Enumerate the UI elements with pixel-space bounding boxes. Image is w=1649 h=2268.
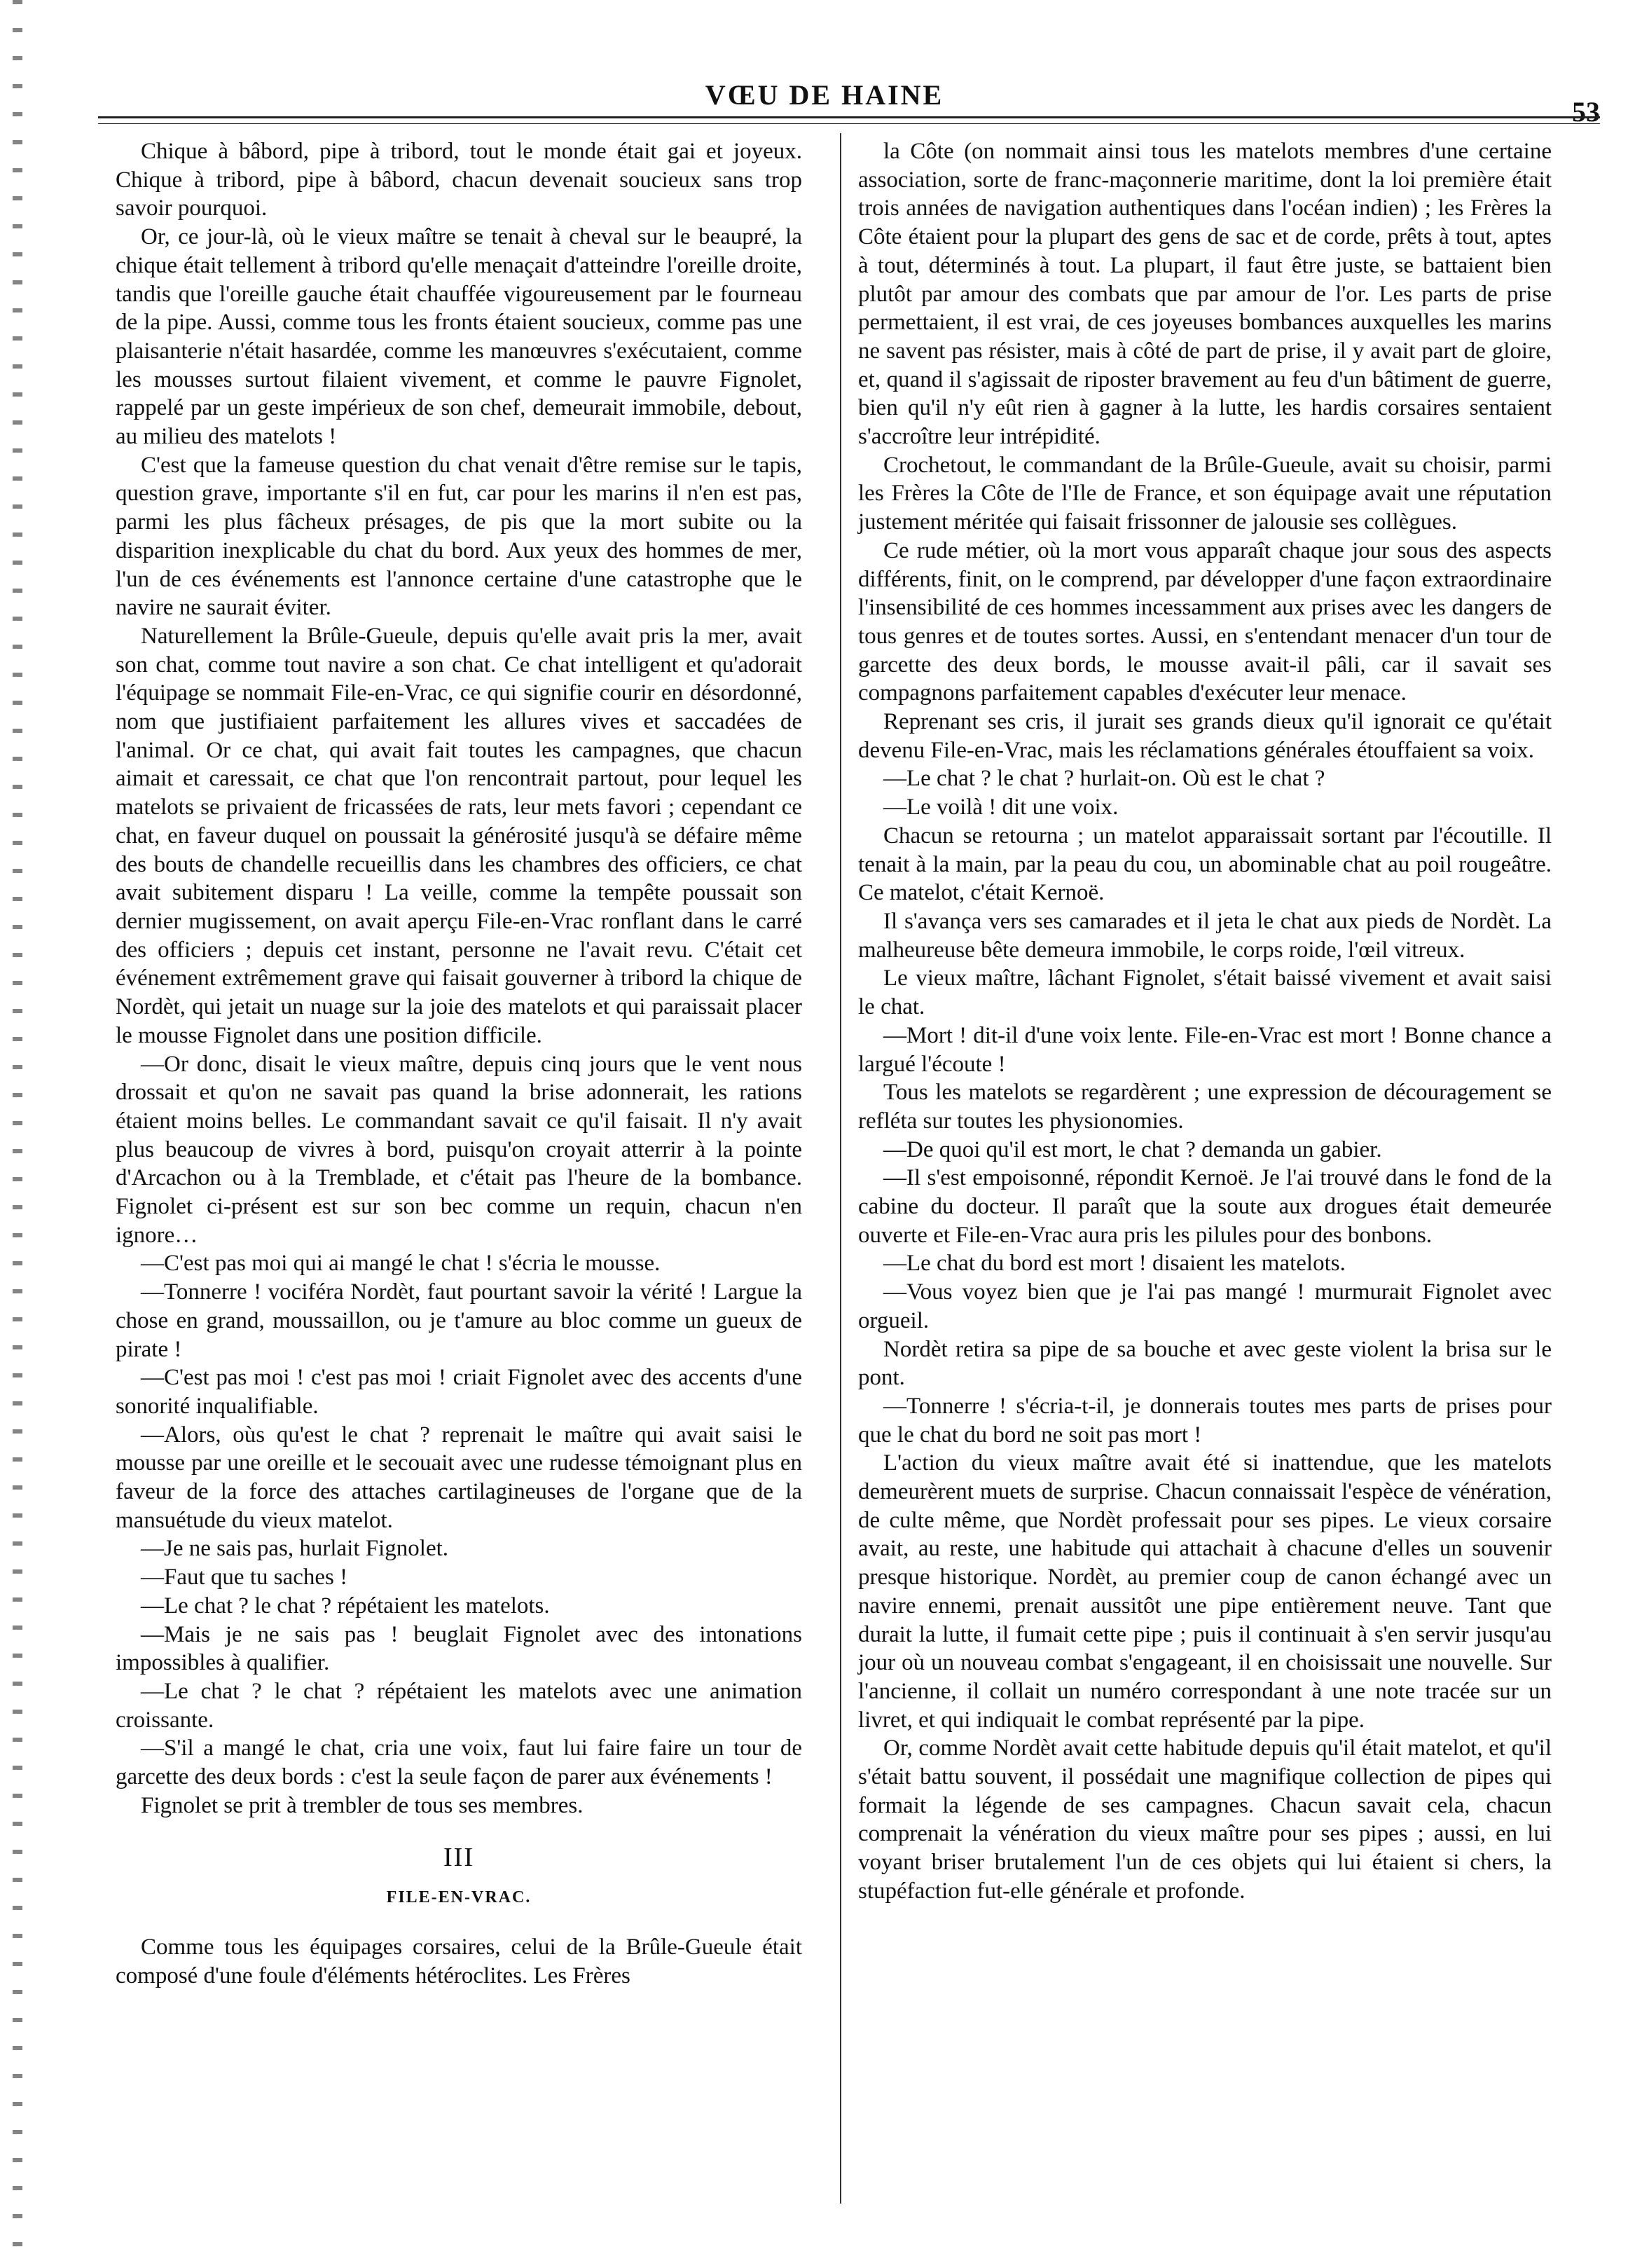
paragraph: Tous les matelots se regardèrent ; une expression de découragement se refléta sur toutes les physionomies. [858, 1080, 1552, 1134]
paragraph: Reprenant ses cris, il jurait ses grands dieux qu'il ignorait ce qu'était devenu File-en-Vrac, mais les réclamations générales étouffaient sa voix. [858, 709, 1552, 763]
paragraph: —Le chat ? le chat ? répétaient les matelots. [141, 1593, 550, 1618]
paragraph: L'action du vieux maître avait été si inattendue, que les matelots demeurèrent muets de surprise. Chacun connaissait l'espèce de vénération, de culte même, que Nordèt professait pour ses pipes. Le vieux corsaire avait, au reste, une habitude qui attachait à chacune d'elles un souvenir presque historique. Nordèt, au premier coup de canon échangé avec un navire ennemi, prenait aussitôt une pipe entièrement neuve. Tant que durait la lutte, il fumait cette pipe ; puis il continuait à s'en servir jusqu'au jour où un nouveau combat s'engageant, il en choisissait une nouvelle. Sur l'ancienne, il collait un numéro correspondant à une note tracée sur un livret, et qui indiquait le combat représenté par la pipe. [858, 1450, 1552, 1733]
chapter-title: FILE-EN-VRAC. [386, 1888, 532, 1907]
paragraph: —Le voilà ! dit une voix. [883, 795, 1119, 820]
paragraph: Le vieux maître, lâchant Fignolet, s'était baissé vivement et avait saisi le chat. [858, 965, 1552, 1020]
right-column [858, 137, 1552, 1906]
binding-edge [13, 0, 22, 2268]
header-rule [98, 116, 1600, 118]
left-column [116, 137, 802, 1990]
page-number: 53 [1572, 96, 1600, 128]
paragraph: Or, ce jour-là, où le vieux maître se tenait à cheval sur le beaupré, la chique était tellement à tribord qu'elle menaçait d'atteindre l'oreille droite, tandis que l'oreille gauche était chauffée vigoureusement par le fourneau de la pipe. Aussi, comme tous les fronts étaient soucieux, comme pas une plaisanterie n'était hasardée, comme les manœuvres s'exécutaient, comme les mousses surtout filaient vivement, et comme le pauvre Fignolet, rappelé par un geste impérieux de son chef, demeurait immobile, debout, au milieu des matelots ! [116, 224, 802, 450]
paragraph: Il s'avança vers ses camarades et il jeta le chat aux pieds de Nordèt. La malheureuse bête demeura immobile, le corps roide, l'œil vitreux. [858, 908, 1552, 963]
paragraph: Chacun se retourna ; un matelot apparaissait sortant par l'écoutille. Il tenait à la main, par la peau du cou, un abominable chat au poil rougeâtre. Ce matelot, c'était Kernoë. [858, 823, 1552, 906]
paragraph: —Tonnerre ! vociféra Nordèt, faut pourtant savoir la vérité ! Largue la chose en grand, moussaillon, ou je t'amure au bloc comme un gueux de pirate ! [116, 1279, 802, 1362]
right-paragraphs [858, 137, 1552, 1906]
paragraph: —De quoi qu'il est mort, le chat ? demanda un gabier. [883, 1136, 1382, 1162]
paragraph: Comme tous les équipages corsaires, celui de la Brûle-Gueule était composé d'une foule d'éléments hétéroclites. Les Frères [116, 1934, 802, 1988]
paragraph: —Faut que tu saches ! [141, 1565, 348, 1590]
chapter-paragraphs [116, 1933, 802, 1990]
paragraph: C'est que la fameuse question du chat venait d'être remise sur le tapis, question grave, importante s'il en fut, car pour les marins il n'en est pas, parmi les plus fâcheux présages, de pis que la mort subite ou la disparition inexplicable du chat du bord. Aux yeux des hommes de mer, l'un de ces événements est l'annonce certaine d'une catastrophe que le navire ne saurait éviter. [116, 452, 802, 621]
paragraph: —Je ne sais pas, hurlait Fignolet. [141, 1536, 449, 1562]
paragraph: —S'il a mangé le chat, cria une voix, faut lui faire faire un tour de garcette des deux bords : c'est la seule façon de parer aux événements ! [116, 1736, 802, 1790]
paragraph: Or, comme Nordèt avait cette habitude depuis qu'il était matelot, et qu'il s'était battu souvent, il possédait une magnifique collection de pipes qui formait la légende de ses campagnes. Chacun savait cela, chacun comprenait la vénération du vieux maître pour ses pipes ; aussi, en lui voyant briser brutalement l'un de ces objets qui lui étaient si chers, la stupéfaction fut-elle générale et profonde. [858, 1736, 1552, 1904]
paragraph: —Mais je ne sais pas ! beuglait Fignolet avec des intonations impossibles à qualifier. [116, 1621, 802, 1676]
paragraph: —Le chat ? le chat ? répétaient les matelots avec une animation croissante. [116, 1678, 802, 1733]
paragraph: —Alors, oùs qu'est le chat ? reprenait le maître qui avait saisi le mousse par une oreille et le secouait avec une rudesse témoignant plus en faveur de la force des attaches cartilagineuses de l'organe que de la mansuétude du vieux matelot. [116, 1422, 802, 1533]
left-paragraphs [116, 137, 802, 1820]
column-divider [840, 133, 841, 2204]
paragraph: la Côte (on nommait ainsi tous les matelots membres d'une certaine association, sorte de franc-maçonnerie maritime, dont la loi première était trois années de navigation authentiques dans l'océan indien) ; les Frères la Côte étaient pour la plupart des gens de sac et de corde, prêts à tout, aptes à tout, déterminés à tout. La plupart, il faut être juste, se battaient bien plutôt par amour des combats que par amour de l'or. Les parts de prise permettaient, il est vrai, de ces joyeuses bombances auxquelles les marins ne savent pas résister, mais à côté de part de prise, il y avait part de gloire, et, quand il s'agissait de riposter bravement au feu d'un bâtiment de guerre, bien qu'il n'y eût rien à gagner à la lutte, les hardis corsaires sentaient s'accroître leur intrépidité. [858, 139, 1552, 450]
paragraph: Naturellement la Brûle-Gueule, depuis qu'elle avait pris la mer, avait son chat, comme tout navire a son chat. Ce chat intelligent et qu'adorait l'équipage se nommait File-en-Vrac, ce qui signifie courir en désordonné, nom que justifiaient parfaitement les allures vives et saccadées de l'animal. Or ce chat, qui avait fait toutes les campagnes, que chacun aimait et caressait, ce chat que l'on rencontrait partout, pour lequel les matelots se privaient de fricassées de rats, leur mets favori ; cependant ce chat, en faveur duquel on poussait la générosité jusqu'à se défaire même des bouts de chandelle recueillis dans les chambres des officiers, ce chat avait subitement disparu ! La veille, comme la tempête poussait son dernier mugissement, on avait aperçu File-en-Vrac ronflant dans le carré des officiers ; depuis cet instant, personne ne l'avait revu. C'était cet événement extrêmement grave qui faisait gouverner à tribord la chique de Nordèt, qui jetait un nuage sur la joie des matelots et qui paraissait placer le mousse Fignolet dans une position difficile. [116, 623, 802, 1048]
paragraph: Crochetout, le commandant de la Brûle-Gueule, avait su choisir, parmi les Frères la Côte de l'Ile de France, et son équipage avait une réputation justement méritée qui faisait frissonner de jalousie ses collègues. [858, 452, 1552, 535]
paragraph: —Tonnerre ! s'écria-t-il, je donnerais toutes mes parts de prises pour que le chat du bord ne soit pas mort ! [858, 1393, 1552, 1448]
paragraph: —C'est pas moi ! c'est pas moi ! criait Fignolet avec des accents d'une sonorité inqualifiable. [116, 1365, 802, 1419]
chapter-number: III [443, 1843, 474, 1873]
running-header: VŒU DE HAINE [705, 79, 944, 111]
paragraph: —Or donc, disait le vieux maître, depuis cinq jours que le vent nous drossait et qu'on ne savait pas quand la brise adonnerait, les rations étaient moins belles. Le commandant savait ce qu'il faisait. Il n'y avait plus beaucoup de vivres à bord, puisqu'on croyait atterrir à la pointe d'Arcachon ou à la Tremblade, et c'était pas l'heure de la bombance. Fignolet ci-présent est sur son bec comme un requin, chacun n'en ignore… [116, 1051, 802, 1248]
paragraph: Ce rude métier, où la mort vous apparaît chaque jour sous des aspects différents, finit, on le comprend, par développer d'une façon extraordinaire l'insensibilité de ces hommes incessamment aux prises avec les dangers de tous genres et de toutes sortes. Aussi, en s'entendant menacer d'un tour de garcette des deux bords, le mousse avait-il pâli, car il savait ses compagnons parfaitement capables d'exécuter leur menace. [858, 537, 1552, 706]
paragraph: —Il s'est empoisonné, répondit Kernoë. Je l'ai trouvé dans le fond de la cabine du docteur. Il paraît que la soute aux drogues était demeurée ouverte et File-en-Vrac aura pris les pilules pour des bonbons. [858, 1165, 1552, 1248]
paragraph: —Vous voyez bien que je l'ai pas mangé ! murmurait Fignolet avec orgueil. [858, 1279, 1552, 1333]
paragraph: Fignolet se prit à trembler de tous ses membres. [141, 1792, 584, 1818]
header-rule-thin [98, 123, 1600, 124]
paragraph: Nordèt retira sa pipe de sa bouche et avec geste violent la brisa sur le pont. [858, 1336, 1552, 1391]
paragraph: —Le chat du bord est mort ! disaient les matelots. [883, 1251, 1346, 1277]
paragraph: Chique à bâbord, pipe à tribord, tout le monde était gai et joyeux. Chique à tribord, pipe à bâbord, chacun devenait soucieux sans trop savoir pourquoi. [116, 139, 802, 221]
paragraph: —Mort ! dit-il d'une voix lente. File-en-Vrac est mort ! Bonne chance a largué l'écoute ! [858, 1022, 1552, 1077]
paragraph: —Le chat ? le chat ? hurlait-on. Où est le chat ? [883, 766, 1325, 792]
paragraph: —C'est pas moi qui ai mangé le chat ! s'écria le mousse. [141, 1251, 661, 1277]
